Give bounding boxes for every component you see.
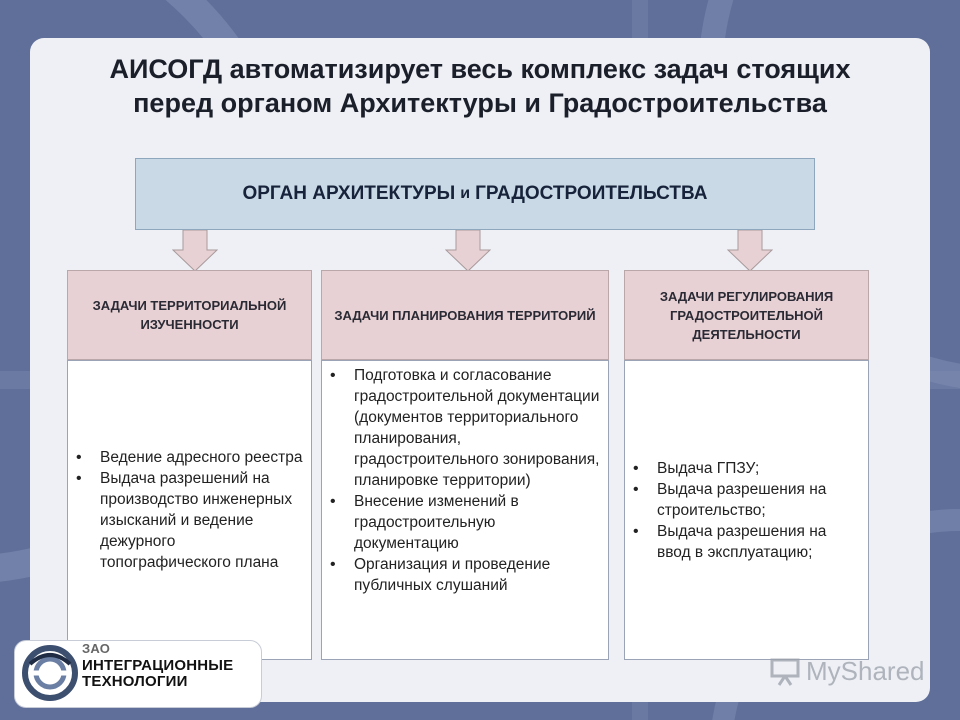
task-list <box>68 447 311 573</box>
title-line-1: АИСОГД автоматизирует весь комплекс задач стоящих <box>109 54 851 84</box>
list-item: • Внесение изменений в градостроительную документацию <box>354 491 600 554</box>
column-body-regulation <box>624 360 869 660</box>
list-item: • Организация и проведение публичных слушаний <box>354 554 600 596</box>
list-item: • Выдача разрешения на ввод в эксплуатацию; <box>657 521 860 563</box>
column-header-label: ЗАДАЧИ ТЕРРИТОРИАЛЬНОЙ ИЗУЧЕННОСТИ <box>92 298 287 332</box>
list-item: • Выдача ГПЗУ; <box>657 458 860 479</box>
column-body-territorial-study <box>67 360 312 660</box>
watermark <box>770 656 925 687</box>
task-list <box>625 458 868 563</box>
column-header-label: ЗАДАЧИ ПЛАНИРОВАНИЯ ТЕРРИТОРИЙ <box>334 307 596 323</box>
column-header-regulation <box>624 270 869 360</box>
company-logo-icon <box>22 644 78 702</box>
task-list <box>322 365 608 596</box>
slide-title <box>30 52 930 120</box>
watermark-text: MyShared <box>806 656 925 686</box>
company-name-prefix: ЗАО <box>82 641 111 656</box>
column-header-territorial-study <box>67 270 312 360</box>
organ-box-part2: ГРАДОСТРОИТЕЛЬСТВА <box>475 183 708 204</box>
down-arrow-icon <box>727 230 773 272</box>
list-item: • Подготовка и согласование градостроительной документации (документов территориального планирования, градостроительного зонирования, планировке территории) <box>354 365 600 491</box>
down-arrow-icon <box>445 230 491 272</box>
list-item: • Ведение адресного реестра <box>100 447 303 468</box>
company-name <box>82 641 234 690</box>
column-header-label: ЗАДАЧИ РЕГУЛИРОВАНИЯ ГРАДОСТРОИТЕЛЬНОЙ ДЕЯТЕЛЬНОСТИ <box>659 288 834 342</box>
down-arrow-icon <box>172 230 218 272</box>
company-name-line-2: ТЕХНОЛОГИИ <box>82 673 188 690</box>
title-line-2: перед органом Архитектуры и Градостроительства <box>133 88 827 118</box>
organ-box-connector: и <box>460 185 471 202</box>
list-item: • Выдача разрешений на производство инженерных изысканий и ведение дежурного топографического плана <box>100 468 303 573</box>
column-header-territory-planning <box>321 270 609 360</box>
presentation-icon <box>770 658 800 686</box>
company-name-line-1: ИНТЕГРАЦИОННЫЕ <box>82 657 234 674</box>
list-item: • Выдача разрешения на строительство; <box>657 479 860 521</box>
organ-box <box>135 158 815 230</box>
column-body-territory-planning <box>321 360 609 660</box>
organ-box-part1: ОРГАН АРХИТЕКТУРЫ <box>242 183 456 204</box>
